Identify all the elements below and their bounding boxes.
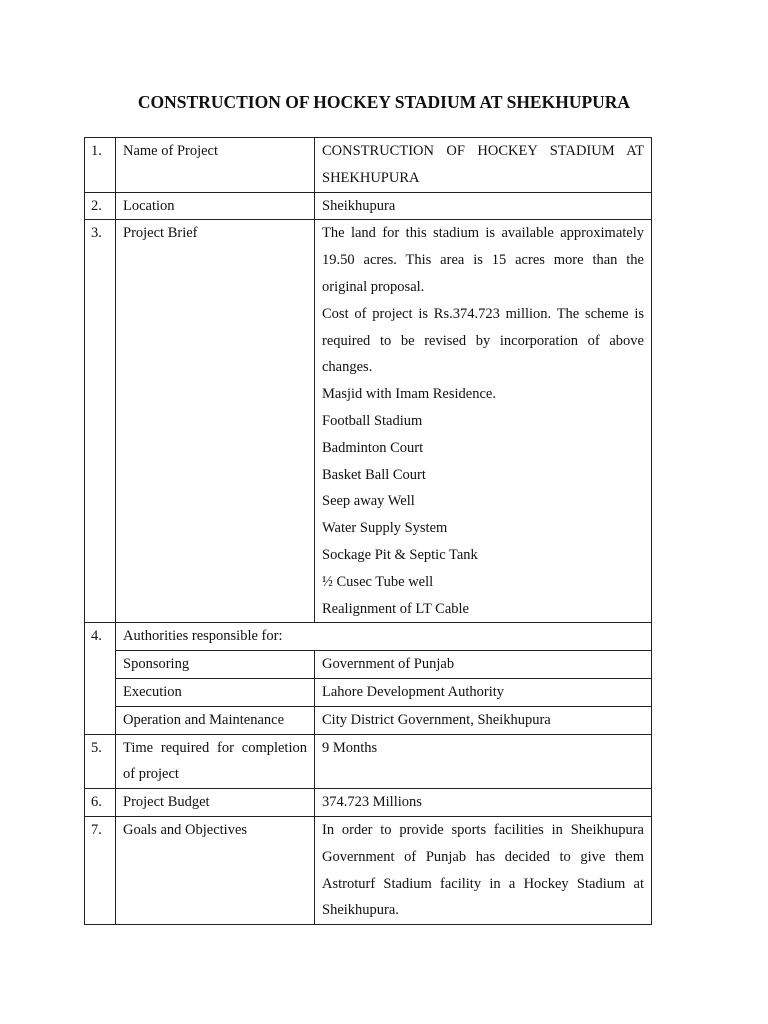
row-label: Location bbox=[116, 192, 315, 220]
row-number: 5. bbox=[85, 734, 116, 789]
row-number: 3. bbox=[85, 220, 116, 623]
row-value: Sheikhupura bbox=[315, 192, 652, 220]
brief-item: Masjid with Imam Residence. bbox=[322, 386, 496, 403]
row-label: Project Brief bbox=[116, 220, 315, 623]
row-value: 374.723 Millions bbox=[315, 789, 652, 817]
row-label: Goals and Objectives bbox=[116, 816, 315, 924]
brief-item: Basket Ball Court bbox=[322, 466, 426, 483]
row-number: 1. bbox=[85, 138, 116, 193]
table-row bbox=[85, 734, 652, 789]
subrow-label: Execution bbox=[116, 678, 315, 706]
brief-item: ½ Cusec Tube well bbox=[322, 573, 434, 590]
row-number: 7. bbox=[85, 816, 116, 924]
row-number: 4. bbox=[85, 623, 116, 734]
row-value: In order to provide sports facilities in Sheikhupura Government of Punjab has decided to give them Astroturf Stadium facility in a Hockey Stadium at Sheikhupura. bbox=[315, 816, 652, 924]
table-subrow bbox=[85, 651, 652, 679]
row-number: 2. bbox=[85, 192, 116, 220]
row-label: Name of Project bbox=[116, 138, 315, 193]
brief-item: Sockage Pit & Septic Tank bbox=[322, 546, 478, 563]
brief-item: Football Stadium bbox=[322, 412, 423, 429]
table-subrow bbox=[85, 706, 652, 734]
subrow-value: City District Government, Sheikhupura bbox=[315, 706, 652, 734]
table-row bbox=[85, 623, 652, 651]
subrow-label: Operation and Maintenance bbox=[116, 706, 315, 734]
row-label: Time required for completion of project bbox=[116, 734, 315, 789]
table-subrow bbox=[85, 678, 652, 706]
table-row bbox=[85, 138, 652, 193]
table-row bbox=[85, 220, 652, 623]
project-brief bbox=[315, 220, 652, 623]
brief-item: Seep away Well bbox=[322, 493, 415, 510]
subrow-label: Sponsoring bbox=[116, 651, 315, 679]
row-label: Authorities responsible for: bbox=[116, 623, 652, 651]
brief-item: Realignment of LT Cable bbox=[322, 600, 469, 617]
project-details-table bbox=[84, 137, 652, 925]
row-value: CONSTRUCTION OF HOCKEY STADIUM AT SHEKHUPURA bbox=[315, 138, 652, 193]
table-row bbox=[85, 816, 652, 924]
row-value: 9 Months bbox=[315, 734, 652, 789]
table-row bbox=[85, 789, 652, 817]
row-label: Project Budget bbox=[116, 789, 315, 817]
brief-paragraph: Cost of project is Rs.374.723 million. The scheme is required to be revised by incorporation of above changes. bbox=[322, 305, 644, 376]
table-row bbox=[85, 192, 652, 220]
subrow-value: Lahore Development Authority bbox=[315, 678, 652, 706]
page-title: CONSTRUCTION OF HOCKEY STADIUM AT SHEKHUPURA bbox=[137, 92, 631, 112]
subrow-value: Government of Punjab bbox=[315, 651, 652, 679]
brief-item: Badminton Court bbox=[322, 439, 424, 456]
row-number: 6. bbox=[85, 789, 116, 817]
brief-item: Water Supply System bbox=[322, 520, 448, 537]
brief-paragraph: The land for this stadium is available approximately 19.50 acres. This area is 15 acres more than the original proposal. bbox=[322, 225, 644, 295]
